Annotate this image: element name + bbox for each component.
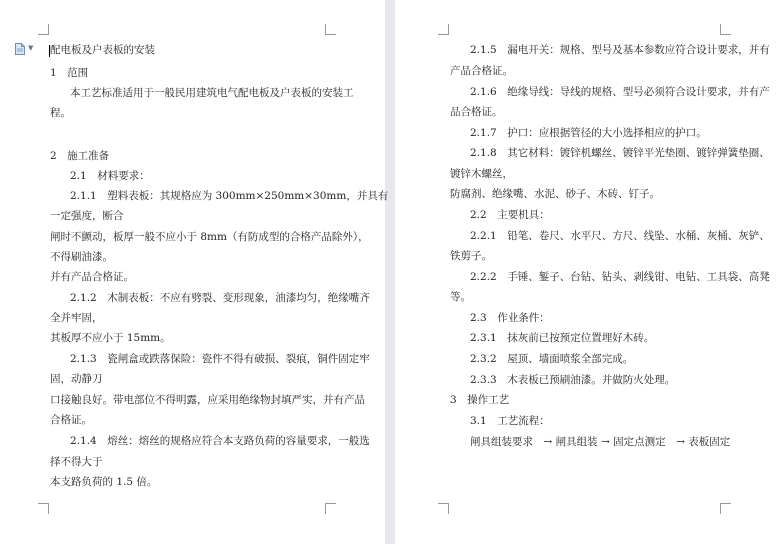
crop-mark-bottom-right bbox=[720, 503, 731, 514]
paragraph-line: 2.1.8 其它材料：镀锌机螺丝、镀锌平光垫圈、镀锌弹簧垫圈、 bbox=[470, 147, 770, 159]
paragraph-line: 产品合格证。 bbox=[450, 65, 513, 77]
paragraph-line: 不得刷油漆。 bbox=[50, 251, 113, 263]
crop-mark-top-right bbox=[325, 24, 336, 35]
paragraph-line: 固，动静刀 bbox=[50, 373, 103, 385]
paragraph-line: 择不得大于 bbox=[50, 456, 103, 468]
paragraph-line: 2.2.2 手锤、錾子、台钻、钻头、剥线钳、电钻、工具袋、高凳 bbox=[470, 271, 770, 283]
paragraph-line: 2.1.2 木制表板：不应有劈裂、变形现象，油漆均匀，绝缘嘴齐 bbox=[70, 292, 370, 304]
paragraph-line: 合格证。 bbox=[50, 414, 92, 426]
section-heading: 3 操作工艺 bbox=[450, 394, 510, 406]
paragraph-line: 2.1.4 熔丝：熔丝的规格应符合本支路负荷的容量要求，一般选 bbox=[70, 435, 370, 447]
document-icon[interactable] bbox=[15, 43, 25, 55]
paragraph-line: 2.3.1 抹灰前已按预定位置埋好木砖。 bbox=[470, 332, 655, 344]
section-heading: 1 范围 bbox=[50, 67, 89, 79]
paragraph-line: 2.1.7 护口：应根据管径的大小选择相应的护口。 bbox=[470, 127, 707, 139]
crop-mark-bottom-right bbox=[325, 503, 336, 514]
subsection-heading: 3.1 工艺流程： bbox=[470, 415, 550, 427]
paragraph-line: 全并牢固， bbox=[50, 312, 103, 324]
subsection-heading: 2.2 主要机具： bbox=[470, 209, 550, 221]
paragraph-line: 镀锌木螺丝， bbox=[450, 168, 513, 180]
subsection-heading: 2.1 材料要求： bbox=[70, 170, 150, 182]
paragraph-line: 2.1.5 漏电开关：规格、型号及基本参数应符合设计要求，并有 bbox=[470, 44, 770, 56]
paragraph-line: 2.1.3 瓷闸盒或跌落保险：瓷件不得有破损、裂痕，铜件固定牢 bbox=[70, 353, 370, 365]
caret-down-icon[interactable]: ▼ bbox=[28, 44, 34, 52]
section-heading: 2 施工准备 bbox=[50, 150, 110, 162]
crop-mark-bottom-left bbox=[38, 503, 49, 514]
doc-title: 配电板及户表板的安装 bbox=[50, 44, 155, 56]
crop-mark-top-right bbox=[720, 24, 731, 35]
crop-mark-bottom-left bbox=[438, 503, 449, 514]
paragraph-line: 2.2.1 铅笔、卷尺、水平尺、方尺、线坠、水桶、灰桶、灰铲、 bbox=[470, 230, 770, 242]
subsection-heading: 2.3 作业条件： bbox=[470, 312, 550, 324]
paragraph-line: 并有产品合格证。 bbox=[50, 271, 134, 283]
paragraph-line: 2.1.1 塑料表板：其规格应为 300mm×250mm×30mm，并具有 bbox=[70, 190, 389, 202]
paragraph-line: 其板厚不应小于 15mm。 bbox=[50, 332, 171, 344]
paragraph-line: 本工艺标准适用于一般民用建筑电气配电板及户表板的安装工 bbox=[70, 87, 354, 99]
paragraph-line: 程。 bbox=[50, 107, 71, 119]
crop-mark-top-left bbox=[38, 24, 49, 35]
paragraph-line: 防腐剂、绝缘嘴、水泥、砂子、木砖、钉子。 bbox=[450, 188, 660, 200]
paragraph-line: 等。 bbox=[450, 291, 471, 303]
document-page-left bbox=[0, 0, 389, 544]
paragraph-line: 口接触良好。带电部位不得明露，应采用绝缘物封填严实，并有产品 bbox=[50, 394, 365, 406]
document-page-right bbox=[395, 0, 780, 544]
paragraph-line: 铁剪子。 bbox=[450, 250, 492, 262]
paragraph-line: 2.1.6 绝缘导线：导线的规格、型号必须符合设计要求，并有产 bbox=[470, 86, 770, 98]
paragraph-line: 本支路负荷的 1.5 倍。 bbox=[50, 476, 158, 488]
paragraph-line: 品合格证。 bbox=[450, 106, 503, 118]
page-gap bbox=[385, 0, 395, 544]
paragraph-line: 一定强度，断合 bbox=[50, 210, 124, 222]
process-flow-line: 闸具组装要求 → 闸具组装 → 固定点测定 → 表板固定 bbox=[470, 436, 731, 448]
paragraph-line: 闸时不颤动，板厚一般不应小于 8mm（有防成型的合格产品除外）， bbox=[50, 231, 369, 243]
paragraph-line: 2.3.2 屋顶、墙面喷浆全部完成。 bbox=[470, 353, 634, 365]
crop-mark-top-left bbox=[438, 24, 449, 35]
paragraph-line: 2.3.3 木表板已预刷油漆。并做防火处理。 bbox=[470, 374, 676, 386]
